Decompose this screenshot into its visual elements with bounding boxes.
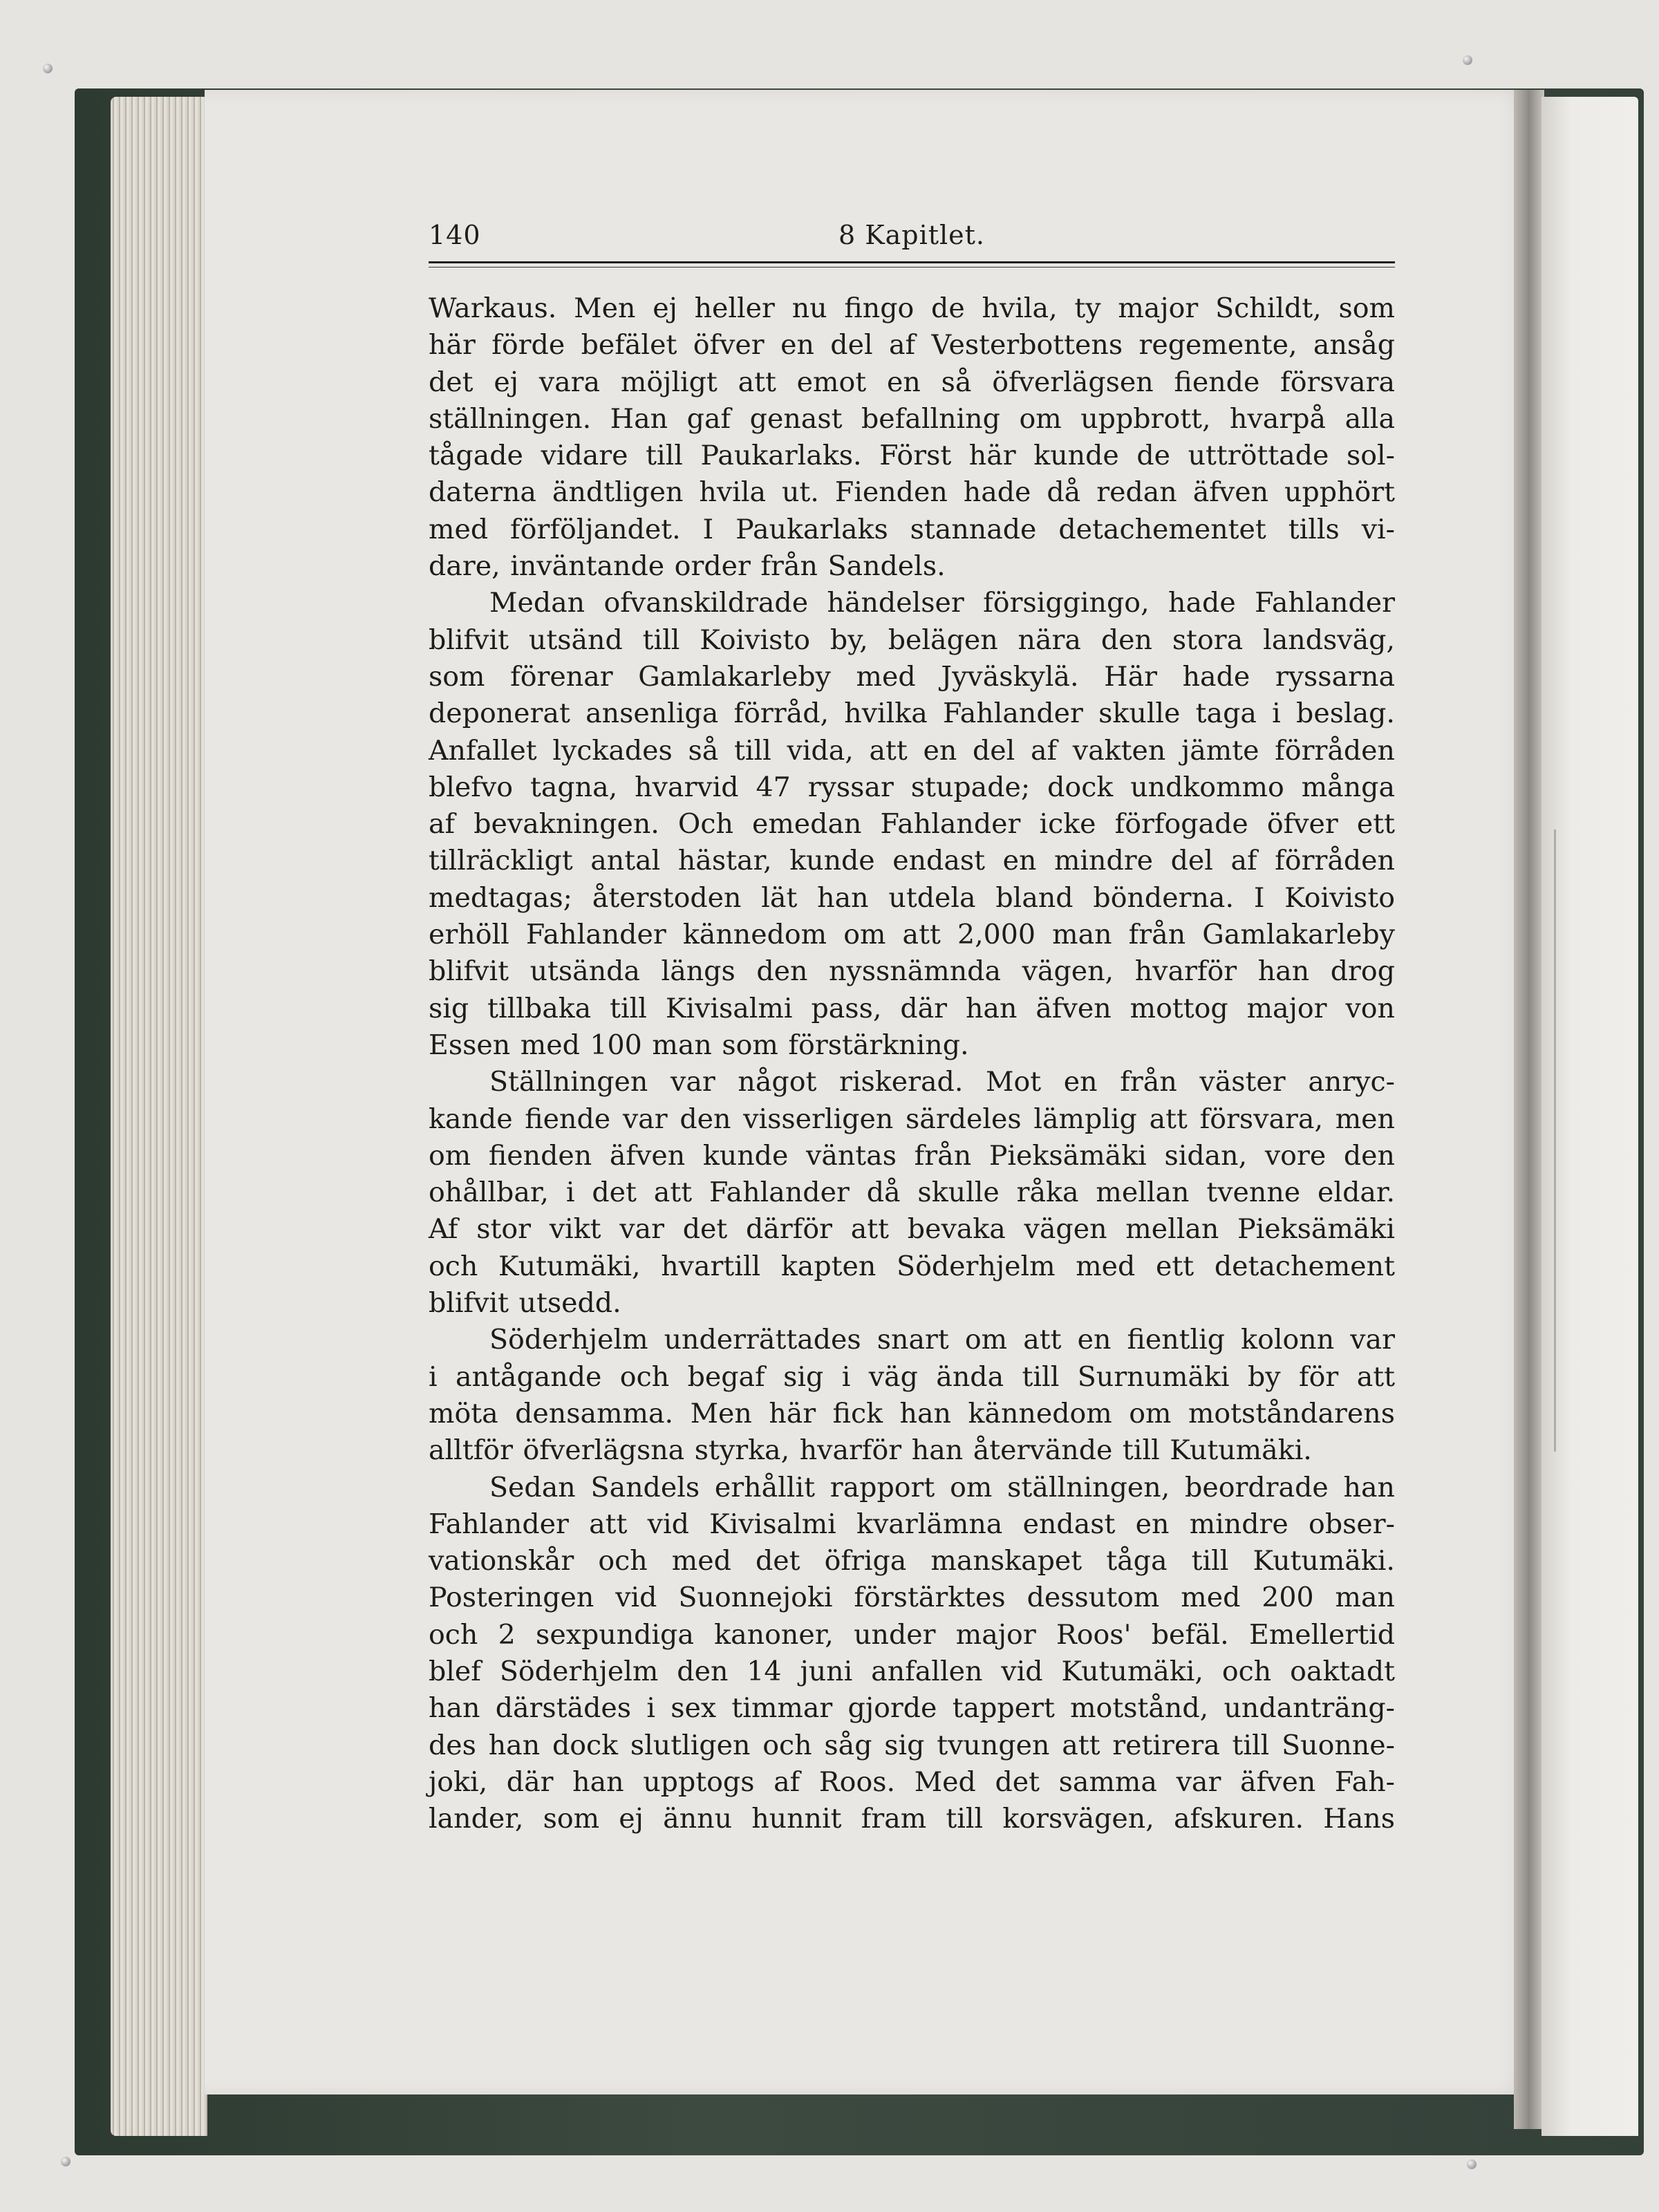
pin-top-right — [1463, 55, 1472, 65]
text-line: ohållbar, i det att Fahlander då skulle råka mellan tvenne eldar. — [429, 1177, 1395, 1209]
text-line: som förenar Gamlakarleby med Jyväskylä. Här hade ryssarna — [429, 660, 1395, 693]
text-line: och 2 sexpundiga kanoner, under major Roos' befäl. Emellertid — [429, 1618, 1395, 1651]
text-line: joki, där han upptogs af Roos. Med det samma var äfven Fah- — [429, 1765, 1395, 1798]
text-line: alltför öfverlägsna styrka, hvarför han återvände till Kutumäki. — [429, 1434, 1312, 1467]
text-line: blifvit utsända längs den nyssnämnda vägen, hvarför han drog — [429, 955, 1395, 988]
pin-bottom-left — [61, 2157, 71, 2166]
text-line: af bevakningen. Och emedan Fahlander icke förfogade öfver ett — [429, 808, 1395, 841]
paragraph — [429, 1470, 1395, 1838]
text-line: blef Söderhjelm den 14 juni anfallen vid Kutumäki, och oaktadt — [429, 1655, 1395, 1687]
text-line: blifvit utsedd. — [429, 1287, 621, 1320]
body-text — [429, 290, 1395, 1837]
paragraph — [429, 1322, 1395, 1469]
pin-bottom-right — [1467, 2159, 1477, 2169]
header-rule — [429, 261, 1395, 263]
text-line: Ställningen var något riskerad. Mot en från väster anryc- — [489, 1066, 1395, 1098]
text-line: lander, som ej ännu hunnit fram till korsvägen, afskuren. Hans — [429, 1803, 1395, 1835]
text-line: deponerat ansenliga förråd, hvilka Fahlander skulle taga i beslag. — [429, 697, 1395, 730]
paragraph — [429, 1064, 1395, 1322]
text-line: vationskår och med det öfriga manskapet tåga till Kutumäki. — [429, 1545, 1395, 1577]
text-line: och Kutumäki, hvartill kapten Söderhjelm med ett detachement — [429, 1250, 1395, 1282]
text-line: tillräckligt antal hästar, kunde endast en mindre del af förråden — [429, 845, 1395, 877]
text-line: Anfallet lyckades så till vida, att en del af vakten jämte förråden — [429, 734, 1395, 767]
text-line: kande fiende var den visserligen särdeles lämplig att försvara, men — [429, 1103, 1395, 1135]
facing-page-crease — [1554, 830, 1556, 1452]
text-line: ställningen. Han gaf genast befallning om uppbrott, hvarpå alla — [429, 402, 1395, 435]
text-line: Fahlander att vid Kivisalmi kvarlämna endast en mindre obser- — [429, 1508, 1395, 1540]
text-line: Essen med 100 man som förstärkning. — [429, 1029, 969, 1061]
text-line: Af stor vikt var det därför att bevaka vägen mellan Pieksämäki — [429, 1213, 1395, 1246]
text-line: möta densamma. Men här fick han kännedom om motståndarens — [429, 1397, 1395, 1430]
text-line: Warkaus. Men ej heller nu fingo de hvila, ty major Schildt, som — [429, 292, 1395, 324]
text-line: dare, inväntande order från Sandels. — [429, 550, 946, 583]
facing-page — [1541, 97, 1638, 2136]
book-gutter — [1514, 90, 1544, 2129]
text-line: medtagas; återstoden lät han utdela bland bönderna. I Koivisto — [429, 881, 1395, 914]
text-line: med förföljandet. I Paukarlaks stannade detachementet tills vi- — [429, 513, 1395, 545]
running-head — [429, 220, 1395, 261]
text-line: sig tillbaka till Kivisalmi pass, där han äfven mottog major von — [429, 992, 1395, 1024]
page-number: 140 — [429, 220, 481, 250]
text-line: daterna ändtligen hvila ut. Fienden hade då redan äfven upphört — [429, 476, 1395, 509]
header-rule-thin — [429, 267, 1395, 268]
text-line: Sedan Sandels erhållit rapport om ställningen, beordrade han — [489, 1471, 1395, 1503]
pin-top-left — [43, 64, 53, 73]
text-line: han därstädes i sex timmar gjorde tappert motstånd, undanträng- — [429, 1692, 1395, 1725]
text-line: tågade vidare till Paukarlaks. Först här kunde de uttröttade sol- — [429, 440, 1395, 472]
text-line: Söderhjelm underrättades snart om att en fientlig kolonn var — [489, 1324, 1395, 1356]
text-line: i antågande och begaf sig i väg ända till Surnumäki by för att — [429, 1360, 1395, 1393]
text-line: blefvo tagna, hvarvid 47 ryssar stupade; dock undkommo många — [429, 771, 1395, 803]
text-line: erhöll Fahlander kännedom om att 2,000 man från Gamlakarleby — [429, 919, 1395, 951]
text-line: det ej vara möjligt att emot en så öfverlägsen fiende försvara — [429, 366, 1395, 398]
text-line: Posteringen vid Suonnejoki förstärktes dessutom med 200 man — [429, 1582, 1395, 1614]
text-line: blifvit utsänd till Koivisto by, belägen nära den stora landsväg, — [429, 624, 1395, 656]
page-edges — [111, 97, 207, 2136]
text-line: om fienden äfven kunde väntas från Pieksämäki sidan, vore den — [429, 1139, 1395, 1172]
text-line: här förde befälet öfver en del af Vesterbottens regemente, ansåg — [429, 329, 1395, 362]
paragraph — [429, 290, 1395, 585]
chapter-title: 8 Kapitlet. — [838, 220, 986, 250]
paragraph — [429, 585, 1395, 1064]
text-line: des han dock slutligen och såg sig tvungen att retirera till Suonne- — [429, 1729, 1395, 1761]
text-line: Medan ofvanskildrade händelser försiggingo, hade Fahlander — [489, 587, 1395, 619]
